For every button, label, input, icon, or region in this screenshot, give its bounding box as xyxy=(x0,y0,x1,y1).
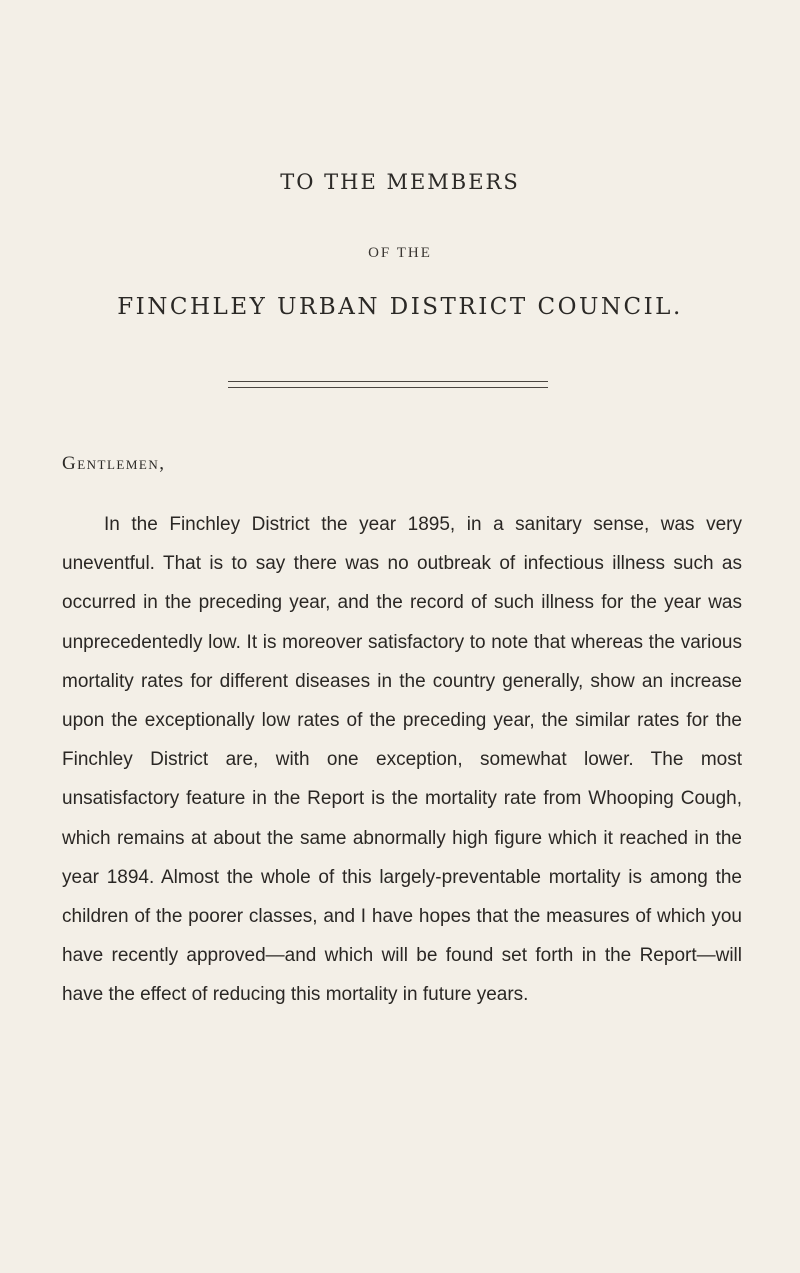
heading-council: FINCHLEY URBAN DISTRICT COUNCIL. xyxy=(117,294,683,320)
heading-members: TO THE MEMBERS xyxy=(280,170,520,194)
body-paragraph: In the Finchley District the year 1895, in a sanitary sense, was very uneventful. That is to say there was no outbreak of infectious illness such as occurred in the preceding year, and the record of such illness for the year was unprecedentedly low. It is moreover satisfactory to note that whereas the various mortality rates for different diseases in the country generally, show an increase upon the exceptionally low rates of the preceding year, the similar rates for the Finchley District are, with one exception, somewhat lower. The most unsatisfactory feature in the Report is the mortality rate from Whooping Cough, which remains at about the same abnormally high figure which it reached in the year 1894. Almost the whole of this largely-preventable mortality is among the children of the poorer classes, and I have hopes that the measures of which you have recently approved—and which will be found set forth in the Report—will have the effect of reducing this mortality in future years. xyxy=(62,514,742,1006)
salutation: Gentlemen, xyxy=(62,453,166,474)
double-rule-divider xyxy=(228,381,548,388)
heading-of-the: OF THE xyxy=(368,245,432,261)
